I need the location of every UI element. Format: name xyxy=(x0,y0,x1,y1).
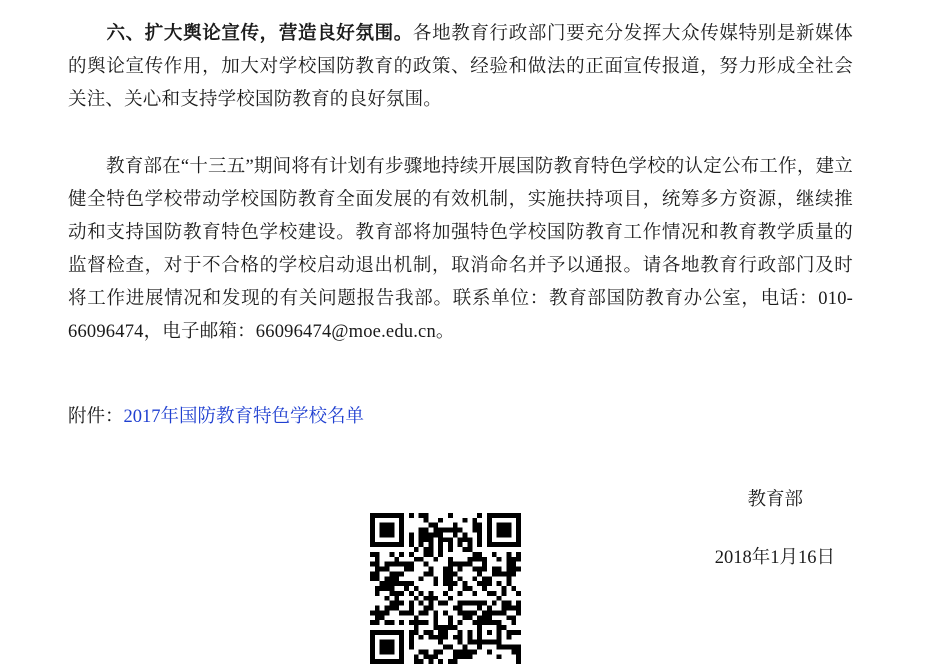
paragraph-2 xyxy=(68,151,853,349)
qr-code-image xyxy=(368,513,523,664)
qr-code-icon xyxy=(368,513,523,664)
paragraph-spacer-2 xyxy=(68,349,853,371)
attachment-line xyxy=(68,401,853,434)
attachment-link[interactable]: 2017年国防教育特色学校名单 xyxy=(123,407,365,427)
signature-spacer-2 xyxy=(68,459,853,484)
paragraph-2-body: 教育部在“十三五”期间将有计划有步骤地持续开展国防教育特色学校的认定公布工作，建立健全特色学校带动学校国防教育全面发展的有效机制，实施扶持项目，统筹多方资源，继续推动和支持国防教育特色学校建设。教育部将加强特色学校国防教育工作情况和教育教学质量的监督检查，对于不合格的学校启动退出机制，取消命名并予以通报。请各地教育行政部门及时将工作进展情况和发现的有关问题报告我部。联系单位：教育部国防教育办公室，电话：010-66096474，电子邮箱：66096474@moe.edu.cn。 xyxy=(68,157,853,342)
paragraph-1-lead: 六、扩大舆论宣传，营造良好氛围。 xyxy=(106,24,413,44)
paragraph-spacer-1 xyxy=(68,117,853,151)
attachment-label: 附件： xyxy=(68,407,124,427)
signature-spacer xyxy=(68,434,853,459)
signature-date: 2018年1月16日 xyxy=(714,548,835,568)
signature-issuer: 教育部 xyxy=(747,490,803,510)
paragraph-1 xyxy=(68,18,853,117)
paragraph-1-body: 各地教育行政部门要充分发挥大众传媒特别是新媒体的舆论宣传作用，加大对学校国防教育的政策、经验和做法的正面宣传报道，努力形成全社会关注、关心和支持学校国防教育的良好氛围。 xyxy=(68,24,854,110)
